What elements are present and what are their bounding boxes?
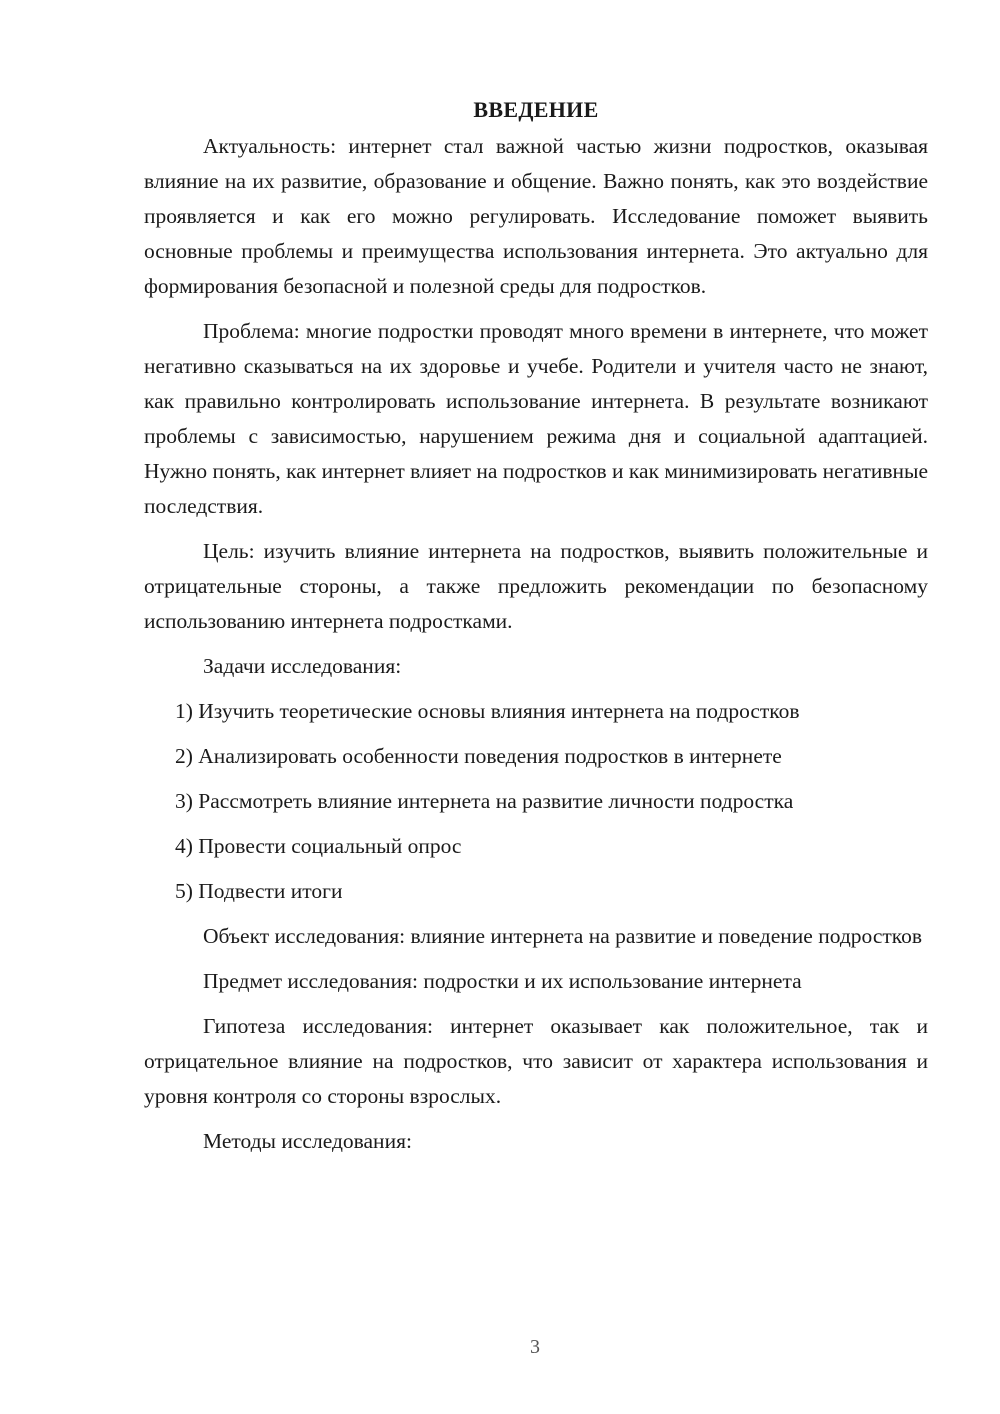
goal-paragraph: Цель: изучить влияние интернета на подростков, выявить положительные и отрицательные стороны, а также предложить рекомендации по безопасному использованию интернета подростками. (144, 539, 928, 633)
page-title: ВВЕДЕНИЕ (473, 97, 599, 122)
methods-paragraph: Методы исследования: (203, 1129, 412, 1153)
tasks-list (144, 694, 928, 909)
list-item: 4) Провести социальный опрос (175, 834, 462, 858)
list-item: 3) Рассмотреть влияние интернета на развитие личности подростка (175, 789, 794, 813)
object-paragraph: Объект исследования: влияние интернета на развитие и поведение подростков (203, 924, 923, 948)
list-item: 1) Изучить теоретические основы влияния интернета на подростков (175, 699, 800, 723)
list-item: 5) Подвести итоги (175, 879, 343, 903)
hypothesis-paragraph: Гипотеза исследования: интернет оказывает как положительное, так и отрицательное влияние на подростков, что зависит от характера использования и уровня контроля со стороны взрослых. (144, 1014, 928, 1108)
document-page (144, 92, 928, 1169)
subject-paragraph: Предмет исследования: подростки и их использование интернета (203, 969, 802, 993)
relevance-paragraph: Актуальность: интернет стал важной частью жизни подростков, оказывая влияние на их развитие, образование и общение. Важно понять, как это воздействие проявляется и как его можно регулировать. Исследование поможет выявить основные проблемы и преимущества использования интернета. Это актуально для формирования безопасной и полезной среды для подростков. (144, 134, 928, 298)
problem-paragraph: Проблема: многие подростки проводят много времени в интернете, что может негативно сказываться на их здоровье и учебе. Родители и учителя часто не знают, как правильно контролировать использование интернета. В результате возникают проблемы с зависимостью, нарушением режима дня и социальной адаптацией. Нужно понять, как интернет влияет на подростков и как минимизировать негативные последствия. (144, 319, 928, 518)
page-number: 3 (530, 1336, 540, 1358)
tasks-heading: Задачи исследования: (203, 654, 402, 678)
list-item: 2) Анализировать особенности поведения подростков в интернете (175, 744, 782, 768)
